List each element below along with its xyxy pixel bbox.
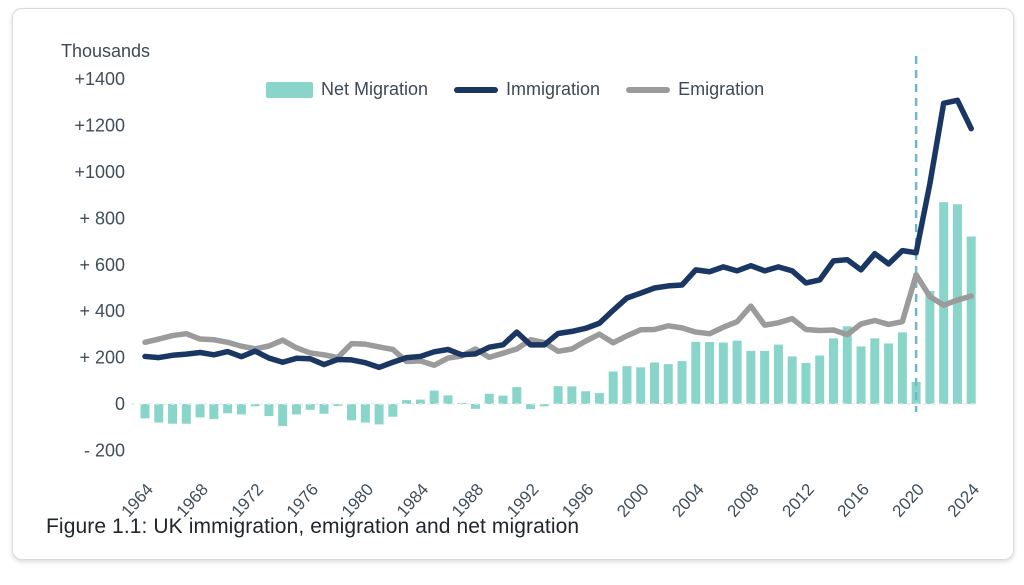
net-migration-bar xyxy=(388,404,397,417)
svg-text:1964: 1964 xyxy=(117,479,157,521)
net-migration-bar xyxy=(705,342,714,404)
svg-text:2016: 2016 xyxy=(833,479,874,521)
svg-text:1984: 1984 xyxy=(392,479,433,521)
net-migration-bar xyxy=(196,404,205,417)
net-migration-bar xyxy=(443,395,452,404)
svg-text:1968: 1968 xyxy=(172,479,213,521)
net-migration-bar xyxy=(650,362,659,404)
svg-text:1976: 1976 xyxy=(282,479,323,521)
svg-text:+ 400: + 400 xyxy=(79,301,125,322)
net-migration-bar xyxy=(829,338,838,404)
net-migration-bar xyxy=(622,366,631,404)
net-migration-bar xyxy=(678,361,687,404)
net-migration-bar xyxy=(774,345,783,404)
net-migration-bar xyxy=(801,363,810,404)
net-migration-bars xyxy=(141,202,976,426)
net-migration-bar xyxy=(746,351,755,404)
net-migration-bar xyxy=(499,396,508,404)
net-migration-bar xyxy=(375,404,384,424)
net-migration-bar xyxy=(898,332,907,404)
svg-text:2008: 2008 xyxy=(723,479,763,521)
net-migration-bar xyxy=(278,404,287,426)
legend-label-immigration: Immigration xyxy=(506,79,601,99)
net-migration-bar xyxy=(691,342,700,404)
net-migration-bar xyxy=(141,404,150,418)
net-migration-bar xyxy=(815,356,824,404)
net-migration-bar xyxy=(719,343,728,404)
svg-text:1988: 1988 xyxy=(448,479,488,521)
svg-text:+1400: +1400 xyxy=(74,69,125,90)
net-migration-bar xyxy=(485,394,494,404)
legend-label-net-migration: Net Migration xyxy=(321,79,429,99)
net-migration-bar xyxy=(237,404,246,414)
svg-text:+1000: +1000 xyxy=(74,162,125,182)
svg-text:0: 0 xyxy=(114,394,125,414)
net-migration-bar xyxy=(512,387,521,404)
net-migration-bar xyxy=(168,404,177,424)
svg-text:+ 800: + 800 xyxy=(79,208,125,229)
net-migration-bar xyxy=(154,404,163,423)
svg-text:1992: 1992 xyxy=(503,479,543,521)
net-migration-bar xyxy=(347,404,356,420)
net-migration-bar xyxy=(788,356,797,404)
net-migration-bar xyxy=(967,236,976,404)
svg-text:1996: 1996 xyxy=(558,479,598,521)
net-migration-bar xyxy=(870,338,879,404)
svg-text:2004: 2004 xyxy=(668,479,708,521)
net-migration-bar xyxy=(664,364,673,404)
net-migration-bar xyxy=(223,404,232,413)
svg-text:2024: 2024 xyxy=(943,479,984,521)
net-migration-bar xyxy=(925,291,934,404)
net-migration-bar xyxy=(609,372,618,404)
y-axis-units-label: Thousands xyxy=(61,41,151,61)
legend-label-emigration: Emigration xyxy=(678,79,765,99)
net-migration-bar xyxy=(567,386,576,404)
net-migration-bar xyxy=(595,393,604,404)
y-axis-tick-labels xyxy=(74,69,125,460)
net-migration-bar xyxy=(430,391,439,404)
net-migration-bar xyxy=(554,386,563,404)
net-migration-bar xyxy=(182,404,191,424)
svg-text:2012: 2012 xyxy=(778,479,818,521)
svg-text:2000: 2000 xyxy=(613,479,653,521)
net-migration-bar xyxy=(636,367,645,404)
svg-text:1972: 1972 xyxy=(227,479,268,521)
net-migration-bar xyxy=(581,391,590,404)
chart-card xyxy=(12,8,1014,560)
net-migration-bar xyxy=(209,404,218,419)
net-migration-bar xyxy=(320,404,329,414)
figure-caption: Figure 1.1: UK immigration, emigration and net migration xyxy=(46,515,580,538)
net-migration-bar xyxy=(292,404,301,414)
svg-text:+ 200: + 200 xyxy=(79,347,125,368)
net-migration-bar xyxy=(733,341,742,404)
net-migration-bar xyxy=(760,351,769,404)
net-migration-bar xyxy=(843,326,852,404)
svg-text:- 200: - 200 xyxy=(83,440,125,461)
svg-text:1980: 1980 xyxy=(337,479,378,521)
svg-text:+1200: +1200 xyxy=(74,115,125,136)
svg-text:+ 600: + 600 xyxy=(79,254,125,275)
net-migration-bar xyxy=(857,346,866,404)
svg-text:2020: 2020 xyxy=(888,479,929,521)
migration-chart xyxy=(13,9,1024,585)
net-migration-bar xyxy=(264,404,273,416)
net-migration-bar xyxy=(884,343,893,404)
net-migration-bar xyxy=(361,404,370,423)
